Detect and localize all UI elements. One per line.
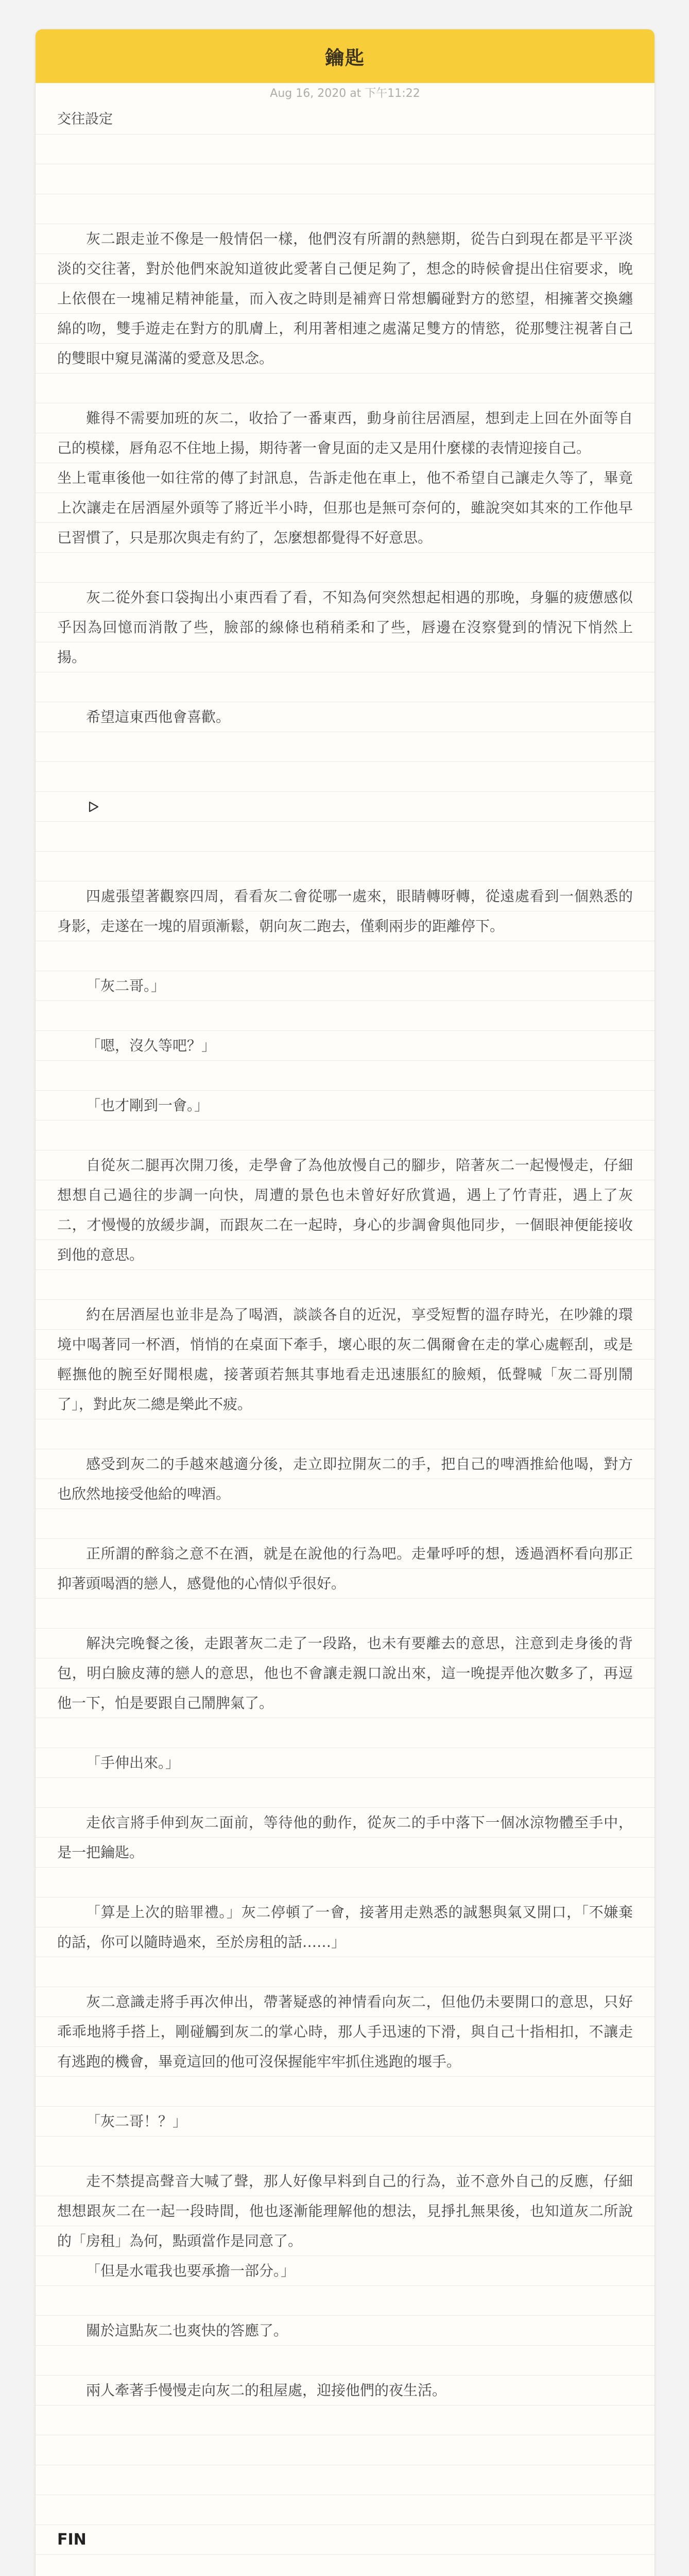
paragraph: 四處張望著觀察四周，看看灰二會從哪一處來，眼睛轉呀轉，從遠處看到一個熟悉的身影，走遂在一塊的眉頭漸鬆，朝向灰二跑去，僅剩兩步的距離停下。 [57,888,633,935]
dialogue-line: 「灰二哥！？」 [86,2113,187,2130]
note-card [35,29,655,2576]
paragraph: 兩人牽著手慢慢走向灰二的租屋處，迎接他們的夜生活。 [86,2382,447,2399]
dialogue-line: 「手伸出來。」 [86,1754,180,1771]
dialogue-line: 「但是水電我也要承擔一部分。」 [86,2262,296,2279]
paragraph: 感受到灰二的手越來越適分後，走立即拉開灰二的手，把自己的啤酒推給他喝，對方也欣然地接受他給的啤酒。 [57,1455,633,1502]
paragraph: 約在居酒屋也並非是為了喝酒，談談各自的近況，享受短暫的溫存時光，在吵雜的環境中喝著同一杯酒，悄悄的在桌面下牽手，壞心眼的灰二偶爾會在走的掌心處輕刮，或是輕撫他的腕至好聞根處，接著頭若無其事地看走迅速脹紅的臉頰，低聲喊「灰二哥別鬧了」，對此灰二總是樂此不疲。 [57,1306,633,1413]
paragraph: 關於這點灰二也爽快的答應了。 [86,2322,288,2339]
paragraph: 灰二意識走將手再次伸出，帶著疑惑的神情看向灰二，但他仍未要開口的意思，只好乖乖地將手搭上，剛碰觸到灰二的掌心時，那人手迅速的下滑，與自己十指相扣，不讓走有逃跑的機會，畢竟這回的他可沒保握能牢牢抓住逃跑的堰手。 [57,1993,633,2070]
dialogue-line: 「嗯，沒久等吧？」 [86,1037,216,1054]
dialogue-line: 「也才剛到一會。」 [86,1097,209,1114]
paragraph: 灰二跟走並不像是一般情侶一樣，他們沒有所謂的熱戀期，從告白到現在都是平平淡淡的交往著，對於他們來說知道彼此愛著自己便足夠了，想念的時候會提出住宿要求，晚上依偎在一塊補足精神能量，而入夜之時則是補齊日常想觸碰對方的慾望，相擁著交換纏綿的吻，雙手遊走在對方的肌膚上，利用著相連之處滿足雙方的情慾，從那雙注視著自己的雙眼中窺見滿滿的愛意及思念。 [57,230,633,367]
paragraph: 希望這東西他會喜歡。 [86,708,231,725]
play-triangle-icon [57,792,633,822]
tag-line: 交往設定 [57,111,113,127]
paragraph: 走依言將手伸到灰二面前，等待他的動作，從灰二的手中落下一個冰涼物體至手中，是一把鑰匙。 [57,1814,633,1861]
note-title-bar [36,29,654,83]
dialogue-line: 「灰二哥。」 [86,977,166,994]
paragraph: 坐上電車後他一如往常的傳了封訊息，告訴走他在車上，他不希望自己讓走久等了，畢竟上次讓走在居酒屋外頭等了將近半小時，但那也是無可奈何的，雖說突如其來的工作他早已習慣了，只是那次與走有約了，怎麼想都覺得不好意思。 [57,469,633,546]
blank-lines [57,134,633,224]
paragraph: 灰二從外套口袋掏出小東西看了看，不知為何突然想起相遇的那晚，身軀的疲憊感似乎因為回憶而消散了些，臉部的線條也稍稍柔和了些，唇邊在沒察覺到的情況下悄然上揚。 [57,589,633,666]
note-title: 鑰匙 [325,47,365,69]
paragraph: 走不禁提高聲音大喊了聲，那人好像早料到自己的行為，並不意外自己的反應，仔細想想跟灰二在一起一段時間，他也逐漸能理解他的想法，見掙扎無果後，也知道灰二所說的「房租」為何，點頭當作是同意了。 [57,2173,633,2249]
paragraph: 解決完晚餐之後，走跟著灰二走了一段路，也未有要離去的意思，注意到走身後的背包，明白臉皮薄的戀人的意思，他也不會讓走親口說出來，這一晚提弄他次數多了，再逗他一下，怕是要跟自己鬧脾氣了。 [57,1635,633,1711]
paragraph: 「算是上次的賠罪禮。」灰二停頓了一會，接著用走熟悉的誠懇與氣叉開口，「不嫌棄的話，你可以隨時過來，至於房租的話……」 [57,1904,633,1951]
note-date: Aug 16, 2020 at 下午11:22 [270,87,420,100]
paragraph: 難得不需要加班的灰二，收拾了一番東西，動身前往居酒屋，想到走上回在外面等自己的模樣，唇角忍不住地上揚，期待著一會見面的走又是用什麼樣的表情迎接自己。 [57,410,633,456]
footer-fin: FIN [57,2531,87,2549]
paragraph: 自從灰二腿再次開刀後，走學會了為他放慢自己的腳步，陪著灰二一起慢慢走，仔細想想自己過往的步調一向快，周遭的景色也未曾好好欣賞過，遇上了竹青莊，遇上了灰二，才慢慢的放緩步調，而跟灰二在一起時，身心的步調會與他同步，一個眼神便能接收到他的意思。 [57,1157,633,1263]
note-body[interactable] [36,105,654,2576]
paragraph: 正所謂的醉翁之意不在酒，就是在說他的行為吧。走暈呼呼的想，透過酒杯看向那正抑著頭喝酒的戀人，感覺他的心情似乎很好。 [57,1545,633,1592]
